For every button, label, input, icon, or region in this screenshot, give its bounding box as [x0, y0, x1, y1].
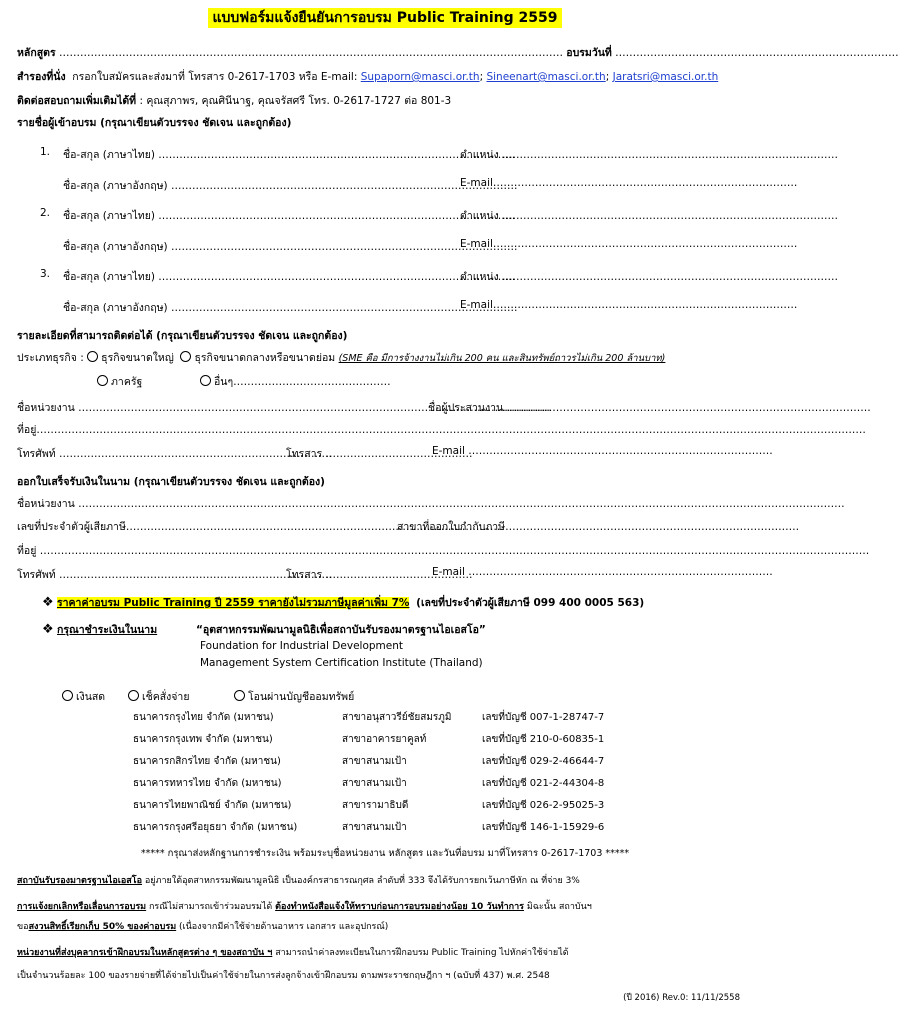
bank-name: ธนาคารกรุงศรีอยุธยา จำกัด (มหาชน) [133, 822, 298, 833]
attendee-email-field[interactable]: E-mail…………………………………………………………………………… [460, 299, 798, 311]
radio-other[interactable] [200, 375, 211, 386]
branch-field[interactable]: สาขาที่ออกใบกำกับภาษี………………………………………………………………………… [397, 521, 800, 533]
attendee-number: 3. [40, 268, 51, 280]
coordinator-field[interactable]: ชื่อผู้ประสานงาน…………………………………………………………………………………………… [428, 402, 871, 414]
radio-other-row: อื่นๆ……………………………………… [200, 373, 391, 390]
invoice-org-field[interactable]: ชื่อหน่วยงาน ………………………………………………………………………………………………………………………………………………………………………………………………… [17, 498, 845, 510]
bank-account: เลขที่บัญชี 026-2-95025-3 [482, 800, 605, 811]
fax-field[interactable]: โทรสาร …………………………………… [286, 448, 473, 460]
bank-account: เลขที่บัญชี 021-2-44304-8 [482, 778, 605, 789]
reserve-line: สำรองที่นั่ง กรอกใบสมัครและส่งมาที่ โทรสาร 0-2617-1703 หรือ E-mail: Supaporn@masci.or.th; Sineenart@masci.or.th; Jaratsri@masci.or.th [17, 71, 719, 83]
diamond-bullet-icon: ❖ [42, 595, 54, 610]
attendee-position-field[interactable]: ตำแหน่ง …………………………………………………………………………………… [460, 210, 839, 222]
org-field[interactable]: ชื่อหน่วยงาน ……………………………………………………………………………………………………………………… [17, 402, 551, 414]
attendee-number: 2. [40, 207, 51, 219]
note-cancellation-line2: ขอสงวนสิทธิ์เรียกเก็บ 50% ของค่าอบรม (เนื่องจากมีค่าใช้จ่ายด้านอาหาร เอกสาร และอุปกรณ์) [17, 922, 389, 932]
email-link-1[interactable]: Supaporn@masci.or.th [360, 71, 480, 83]
attendee-number: 1. [40, 146, 51, 158]
invoice-email-field[interactable]: E-mail …………………………………………………………………………… [432, 566, 773, 578]
attendee-name-th-field[interactable]: ชื่อ-สกุล (ภาษาไทย) ………………………………………………………………………………………… [63, 271, 516, 283]
attendee-name-en-field[interactable]: ชื่อ-สกุล (ภาษาอังกฤษ) ……………………………………………………………………………………… [63, 302, 518, 314]
address-field[interactable]: ที่อยู่………………………………………………………………………………………………………………………………………………………………………………………………………………… [17, 424, 866, 436]
diamond-bullet-icon: ❖ [42, 622, 54, 637]
email-link-2[interactable]: Sineenart@masci.or.th [486, 71, 606, 83]
attendee-name-th-field[interactable]: ชื่อ-สกุล (ภาษาไทย) ………………………………………………………………………………………… [63, 210, 516, 222]
radio-transfer[interactable] [234, 690, 245, 701]
note-tax-deduction-line2: เป็นจำนวนร้อยละ 100 ของรายจ่ายที่ได้จ่ายไปเป็นค่าใช้จ่ายในการส่งลูกจ้างเข้าฝึกอบรม ตามพระราชกฤษฎีกา ฯ (ฉบับที่ 437) พ.ศ. 2548 [17, 971, 550, 981]
attendee-name-th-field[interactable]: ชื่อ-สกุล (ภาษาไทย) ………………………………………………………………………………………… [63, 149, 516, 161]
invoice-fax-field[interactable]: โทรสาร …………………………………… [286, 569, 473, 581]
bank-account: เลขที่บัญชี 007-1-28747-7 [482, 712, 605, 723]
course-field[interactable]: ……………………………………………………………………………………………………………………………… [58, 47, 563, 59]
date-field[interactable]: ……………………………………………………………………… [615, 47, 899, 59]
attendee-position-field[interactable]: ตำแหน่ง …………………………………………………………………………………… [460, 271, 839, 283]
payment-cash-option: เงินสด [62, 688, 105, 705]
bank-name: ธนาคารกสิกรไทย จำกัด (มหาชน) [133, 756, 281, 767]
payee-name-en-1: Foundation for Industrial Development [200, 640, 403, 652]
payee-line: ❖ กรุณาชำระเงินในนาม [42, 622, 158, 637]
radio-cheque[interactable] [128, 690, 139, 701]
email-link-3[interactable]: Jaratsri@masci.or.th [612, 71, 719, 83]
contact-line: ติดต่อสอบถามเพิ่มเติมได้ที่ : คุณสุภาพร, คุณศินีนาฐ, คุณจรัสศรี โทร. 0-2617-1727 ต่อ 801-3 [17, 95, 452, 107]
bank-branch: สาขาสนามเป้า [342, 778, 407, 789]
note-iso-institute: สถาบันรับรองมาตรฐานไอเอสโอ อยู่ภายใต้อุตสาหกรรมพัฒนามูลนิธิ เป็นองค์กรสาธารณกุศล ลำดับที่ 333 จึงได้รับการยกเว้นภาษีหัก ณ ที่จ่าย 3% [17, 876, 580, 886]
footer-revision: (ปี 2016) Rev.0: 11/11/2558 [623, 993, 740, 1003]
price-line: ❖ ราคาค่าอบรม Public Training ปี 2559 ราคายังไม่รวมภาษีมูลค่าเพิ่ม 7% (เลขที่ประจำตัวผู้เสียภาษี 099 400 0005 563) [42, 595, 645, 610]
radio-large-business[interactable] [87, 351, 98, 362]
payee-name-en-2: Management System Certification Institute (Thailand) [200, 657, 483, 669]
radio-sme[interactable] [180, 351, 191, 362]
attendee-name-en-field[interactable]: ชื่อ-สกุล (ภาษาอังกฤษ) ……………………………………………………………………………………… [63, 241, 518, 253]
note-cancellation: การแจ้งยกเลิกหรือเลื่อนการอบรม กรณีไม่สามารถเข้าร่วมอบรมได้ ต้องทำหนังสือแจ้งให้ทราบก่อนการอบรมอย่างน้อย 10 วันทำการ มิฉะนั้น สถาบันฯ [17, 902, 592, 912]
bank-branch: สาขาสนามเป้า [342, 756, 407, 767]
bank-branch: สาขาอนุสาวรีย์ชัยสมรภูมิ [342, 712, 452, 723]
payment-transfer-option: โอนผ่านบัญชีออมทรัพย์ [234, 688, 354, 705]
bank-branch: สาขาสนามเป้า [342, 822, 407, 833]
bank-account: เลขที่บัญชี 210-0-60835-1 [482, 734, 605, 745]
attendee-position-field[interactable]: ตำแหน่ง …………………………………………………………………………………… [460, 149, 839, 161]
bank-branch: สาขารามาธิบดี [342, 800, 409, 811]
radio-cash[interactable] [62, 690, 73, 701]
business-type-row: ประเภทธุรกิจ : ธุรกิจขนาดใหญ่ ธุรกิจขนาดกลางหรือขนาดย่อม (SME คือ มีการจ้างงานไม่เกิน 200 คน และสินทรัพย์ถาวรไม่เกิน 200 ล้านบาท) [17, 352, 666, 364]
radio-government-row: ภาครัฐ [97, 373, 142, 390]
bank-account: เลขที่บัญชี 146-1-15929-6 [482, 822, 605, 833]
course-line: หลักสูตร ……………………………………………………………………………………………………………………………… อบรมวันที่ ……………………………………………………………………… [17, 47, 899, 59]
attendees-heading: รายชื่อผู้เข้าอบรม (กรุณาเขียนตัวบรรจง ชัดเจน และถูกต้อง) [17, 117, 292, 129]
fax-note: ***** กรุณาส่งหลักฐานการชำระเงิน พร้อมระบุชื่อหน่วยงาน หลักสูตร และวันที่อบรม มาที่โทรสาร 0-2617-1703 ***** [140, 848, 630, 859]
phone-field[interactable]: โทรศัพท์ …………………………………………………………………… [17, 448, 333, 460]
payment-cheque-option: เช็คสั่งจ่าย [128, 688, 189, 705]
attendee-email-field[interactable]: E-mail…………………………………………………………………………… [460, 238, 798, 250]
attendee-name-en-field[interactable]: ชื่อ-สกุล (ภาษาอังกฤษ) ……………………………………………………………………………………… [63, 180, 518, 192]
bank-name: ธนาคารกรุงไทย จำกัด (มหาชน) [133, 712, 274, 723]
invoice-phone-field[interactable]: โทรศัพท์ …………………………………………………………………… [17, 569, 333, 581]
contact-heading: รายละเอียดที่สามารถติดต่อได้ (กรุณาเขียนตัวบรรจง ชัดเจน และถูกต้อง) [17, 330, 348, 342]
attendee-email-field[interactable]: E-mail…………………………………………………………………………… [460, 177, 798, 189]
page-title: แบบฟอร์มแจ้งยืนยันการอบรม Public Training 2559 [0, 7, 770, 29]
note-tax-deduction: หน่วยงานที่ส่งบุคลากรเข้าฝึกอบรมในหลักสูตรต่าง ๆ ของสถาบัน ฯ สามารถนำค่าลงทะเบียนในการฝึกอบรม Public Training ไปหักค่าใช้จ่ายได้ [17, 948, 569, 958]
bank-branch: สาขาอาคารยาคูลท์ [342, 734, 427, 745]
bank-name: ธนาคารกรุงเทพ จำกัด (มหาชน) [133, 734, 273, 745]
bank-name: ธนาคารไทยพาณิชย์ จำกัด (มหาชน) [133, 800, 292, 811]
invoice-address-field[interactable]: ที่อยู่ ………………………………………………………………………………………………………………………………………………………………………………………………………………… [17, 545, 870, 557]
bank-name: ธนาคารทหารไทย จำกัด (มหาชน) [133, 778, 282, 789]
radio-government[interactable] [97, 375, 108, 386]
tax-id-field[interactable]: เลขที่ประจำตัวผู้เสียภาษี……………………………………………………………………………………………… [17, 521, 504, 533]
bank-account: เลขที่บัญชี 029-2-46644-7 [482, 756, 605, 767]
email-field[interactable]: E-mail …………………………………………………………………………… [432, 445, 773, 457]
sme-note: (SME คือ มีการจ้างงานไม่เกิน 200 คน และสินทรัพย์ถาวรไม่เกิน 200 ล้านบาท) [338, 353, 666, 364]
invoice-heading: ออกใบเสร็จรับเงินในนาม (กรุณาเขียนตัวบรรจง ชัดเจน และถูกต้อง) [17, 476, 325, 488]
payee-name-th: “อุตสาหกรรมพัฒนามูลนิธิเพื่อสถาบันรับรองมาตรฐานไอเอสโอ” [196, 624, 486, 636]
